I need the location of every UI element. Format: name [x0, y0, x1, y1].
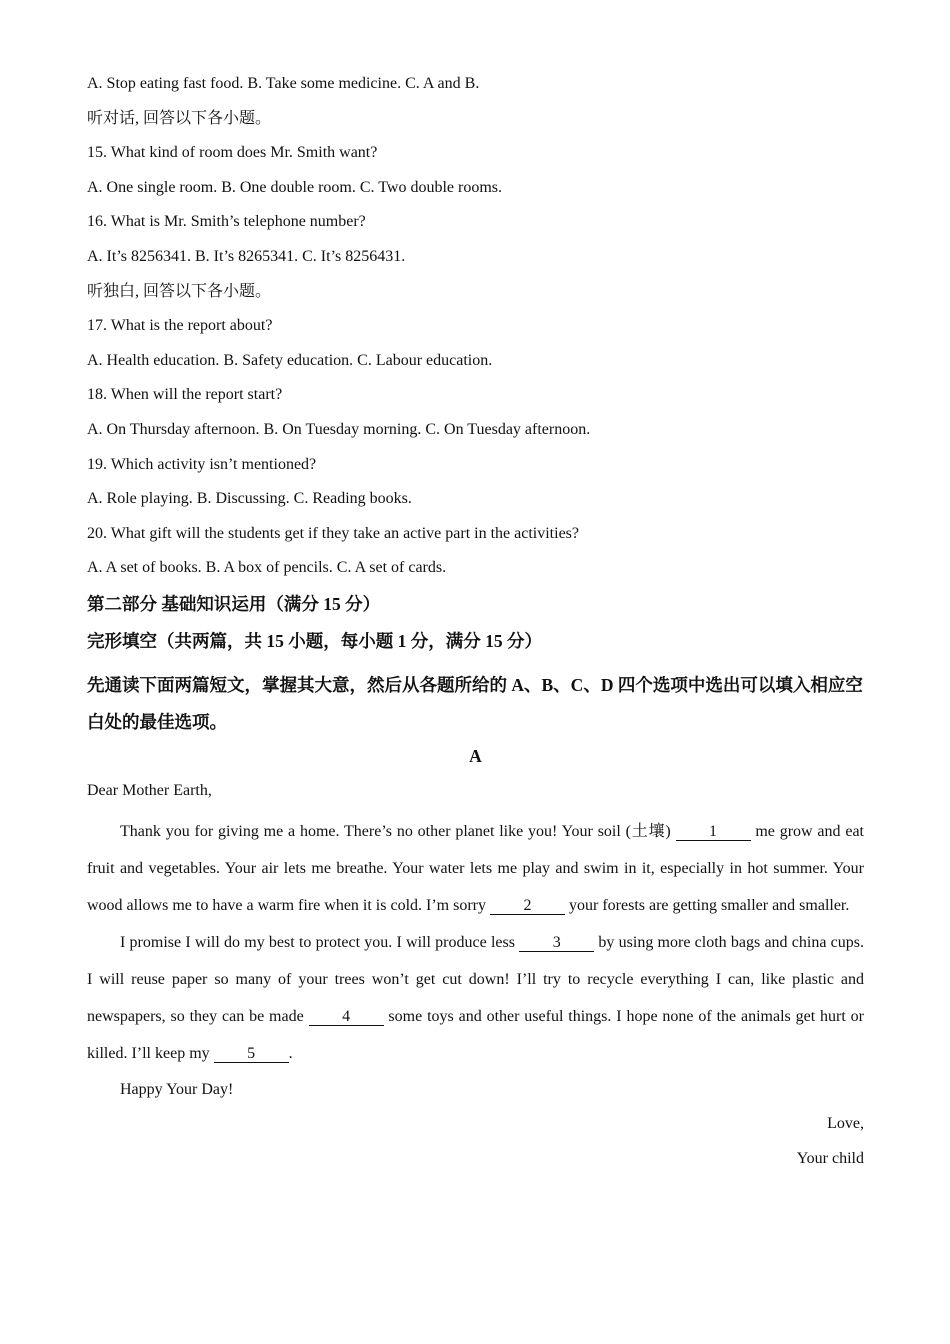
paragraph-text: some toys and other useful things. I hope none of the animals get hurt or killed. I’ll keep my — [87, 1007, 864, 1062]
part2-heading: 第二部分 基础知识运用（满分 15 分） — [87, 593, 381, 614]
document-content — [87, 74, 864, 1183]
question-19: 19. Which activity isn’t mentioned? — [87, 455, 317, 473]
q15-options: A. One single room. B. One double room. C. Two double rooms. — [87, 178, 502, 196]
paragraph-text: by using more cloth bags and china cups. I will reuse paper so many of your trees won’t get cut down! I’ll try to recycle everything I can, like plastic and newspapers, so they can be made — [87, 933, 864, 1025]
q16-options: A. It’s 8256341. B. It’s 8265341. C. It’s 8256431. — [87, 247, 406, 265]
question-20: 20. What gift will the students get if they take an active part in the activities? — [87, 524, 579, 542]
q17-options: A. Health education. B. Safety education. C. Labour education. — [87, 351, 493, 369]
blank-5: 5 — [214, 1046, 289, 1063]
paragraph-text: your forests are getting smaller and smaller. — [565, 896, 850, 914]
q18-options: A. On Thursday afternoon. B. On Tuesday morning. C. On Tuesday afternoon. — [87, 420, 591, 438]
paragraph-text: . — [288, 1044, 293, 1062]
paragraph-text: I promise I will do my best to protect you. I will produce less — [120, 933, 520, 951]
question-17: 17. What is the report about? — [87, 317, 273, 335]
passage-title: A — [469, 745, 482, 766]
paragraph-text: me grow and eat fruit and vegetables. Your air lets me breathe. Your water lets me play and swim in it, especially in hot summer. Your wood allows me to have a warm fire when it is cold. I’m sorry — [87, 822, 864, 914]
paragraph-text: Thank you for giving me a home. There’s no other planet like you! Your soil (土壤) — [120, 822, 676, 840]
monologue-instruction: 听独白, 回答以下各小题。 — [87, 282, 272, 300]
passage-paragraph-1 — [87, 813, 864, 924]
letter-closing: Happy Your Day! — [120, 1080, 234, 1098]
q20-options: A. A set of books. B. A box of pencils. C. A set of cards. — [87, 559, 447, 577]
letter-signature: Your child — [796, 1149, 864, 1167]
blank-1: 1 — [676, 824, 751, 841]
letter-greeting: Dear Mother Earth, — [87, 781, 212, 799]
cloze-subheading: 完形填空（共两篇，共 15 小题，每小题 1 分，满分 15 分） — [87, 630, 542, 651]
question-15: 15. What kind of room does Mr. Smith want? — [87, 144, 378, 162]
cloze-instruction: 先通读下面两篇短文，掌握其大意，然后从各题所给的 A、B、C、D 四个选项中选出可以填入相应空白处的最佳选项。 — [87, 674, 863, 732]
dialogue-instruction: 听对话, 回答以下各小题。 — [87, 109, 272, 127]
q19-options: A. Role playing. B. Discussing. C. Reading books. — [87, 490, 412, 508]
blank-4: 4 — [309, 1009, 384, 1026]
passage-paragraph-2 — [87, 924, 864, 1072]
question-18: 18. When will the report start? — [87, 386, 283, 404]
question-16: 16. What is Mr. Smith’s telephone number? — [87, 213, 366, 231]
letter-love: Love, — [827, 1114, 864, 1132]
blank-3: 3 — [519, 935, 594, 952]
blank-2: 2 — [490, 898, 565, 915]
q14-options: A. Stop eating fast food. B. Take some medicine. C. A and B. — [87, 75, 480, 92]
